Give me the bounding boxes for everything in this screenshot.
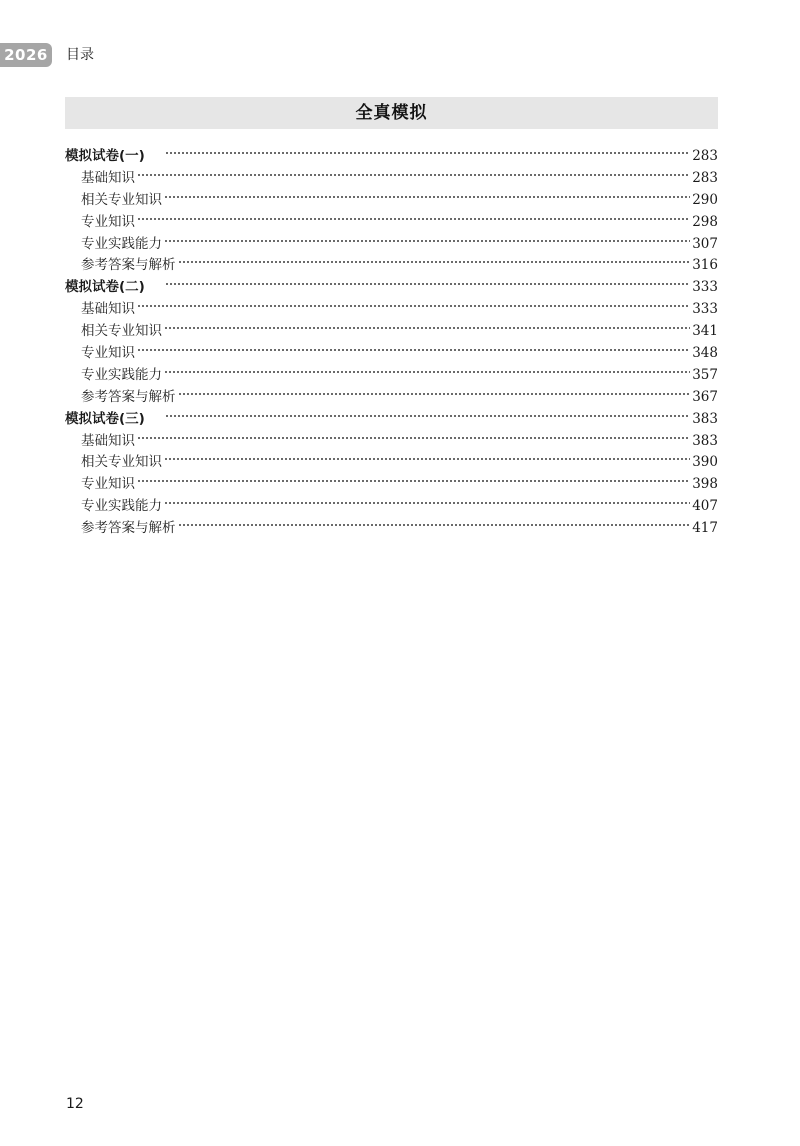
toc-dot-leader — [164, 196, 690, 198]
section-title: 全真模拟 — [65, 97, 718, 129]
toc-entry-page: 383 — [692, 432, 718, 449]
toc-entry-label: 基础知识 — [81, 432, 135, 449]
toc-entry[interactable] — [65, 255, 718, 277]
toc-entry-label: 专业知识 — [81, 213, 135, 230]
toc-entry-page: 298 — [692, 213, 718, 230]
toc-entry[interactable] — [65, 299, 718, 321]
toc-dot-leader — [164, 327, 690, 329]
toc-entry-label: 专业知识 — [81, 476, 135, 493]
toc-entry-label: 专业实践能力 — [81, 235, 162, 252]
toc-dot-leader — [137, 480, 690, 482]
running-header-title: 目录 — [66, 47, 94, 63]
toc-dot-leader — [178, 261, 691, 263]
toc-dot-leader — [137, 305, 690, 307]
year-badge: 2026 — [0, 43, 52, 67]
toc-dot-leader — [178, 524, 691, 526]
toc-entry-page: 333 — [692, 279, 718, 296]
toc-dot-leader — [164, 458, 690, 460]
toc-dot-leader — [137, 174, 690, 176]
toc-entry[interactable] — [65, 496, 718, 518]
toc-entry-page: 417 — [692, 520, 718, 537]
toc-entry-label: 参考答案与解析 — [81, 257, 176, 274]
toc-entry-page: 283 — [692, 169, 718, 186]
toc-entry[interactable] — [65, 474, 718, 496]
toc-entry-label: 基础知识 — [81, 169, 135, 186]
toc-dot-leader — [178, 393, 691, 395]
toc-entry[interactable] — [65, 321, 718, 343]
toc-entry-label: 参考答案与解析 — [81, 388, 176, 405]
toc-entry-chapter[interactable] — [65, 277, 718, 299]
toc-entry-page: 333 — [692, 301, 718, 318]
toc-dot-leader — [164, 371, 690, 373]
toc-entry-label: 相关专业知识 — [81, 454, 162, 471]
toc-entry-label: 模拟试卷(二) — [65, 279, 145, 296]
toc-entry[interactable] — [65, 452, 718, 474]
toc-dot-leader — [164, 502, 690, 504]
toc-entry-page: 398 — [692, 476, 718, 493]
toc-entry-label: 基础知识 — [81, 301, 135, 318]
table-of-contents — [65, 146, 718, 540]
toc-dot-leader — [137, 218, 690, 220]
toc-entry-label: 专业实践能力 — [81, 366, 162, 383]
toc-entry-label: 模拟试卷(一) — [65, 148, 145, 164]
toc-entry-chapter[interactable] — [65, 146, 718, 168]
toc-entry-page: 407 — [692, 498, 718, 515]
toc-entry-page: 307 — [692, 235, 718, 252]
toc-entry[interactable] — [65, 387, 718, 409]
toc-dot-leader — [165, 283, 690, 285]
toc-dot-leader — [165, 415, 690, 417]
toc-entry-label: 模拟试卷(三) — [65, 410, 145, 427]
toc-entry[interactable] — [65, 212, 718, 234]
toc-dot-leader — [164, 240, 690, 242]
toc-entry-label: 参考答案与解析 — [81, 520, 176, 537]
toc-entry[interactable] — [65, 190, 718, 212]
page-number: 12 — [66, 1096, 84, 1112]
toc-entry-page: 316 — [692, 257, 718, 274]
toc-entry[interactable] — [65, 518, 718, 540]
toc-entry-page: 290 — [692, 191, 718, 208]
toc-entry[interactable] — [65, 234, 718, 256]
toc-entry-label: 专业实践能力 — [81, 498, 162, 515]
toc-entry-chapter[interactable] — [65, 409, 718, 431]
toc-dot-leader — [137, 349, 690, 351]
toc-entry-label: 专业知识 — [81, 345, 135, 362]
toc-entry-page: 348 — [692, 345, 718, 362]
toc-entry[interactable] — [65, 168, 718, 190]
toc-entry-page: 283 — [692, 148, 718, 164]
toc-entry[interactable] — [65, 431, 718, 453]
toc-dot-leader — [137, 437, 690, 439]
toc-entry-page: 383 — [692, 410, 718, 427]
toc-entry-label: 相关专业知识 — [81, 191, 162, 208]
toc-entry-page: 341 — [692, 323, 718, 340]
toc-entry-label: 相关专业知识 — [81, 323, 162, 340]
toc-entry-page: 390 — [692, 454, 718, 471]
toc-dot-leader — [165, 152, 690, 154]
toc-entry-page: 367 — [692, 388, 718, 405]
toc-entry[interactable] — [65, 365, 718, 387]
toc-entry[interactable] — [65, 343, 718, 365]
toc-entry-page: 357 — [692, 366, 718, 383]
